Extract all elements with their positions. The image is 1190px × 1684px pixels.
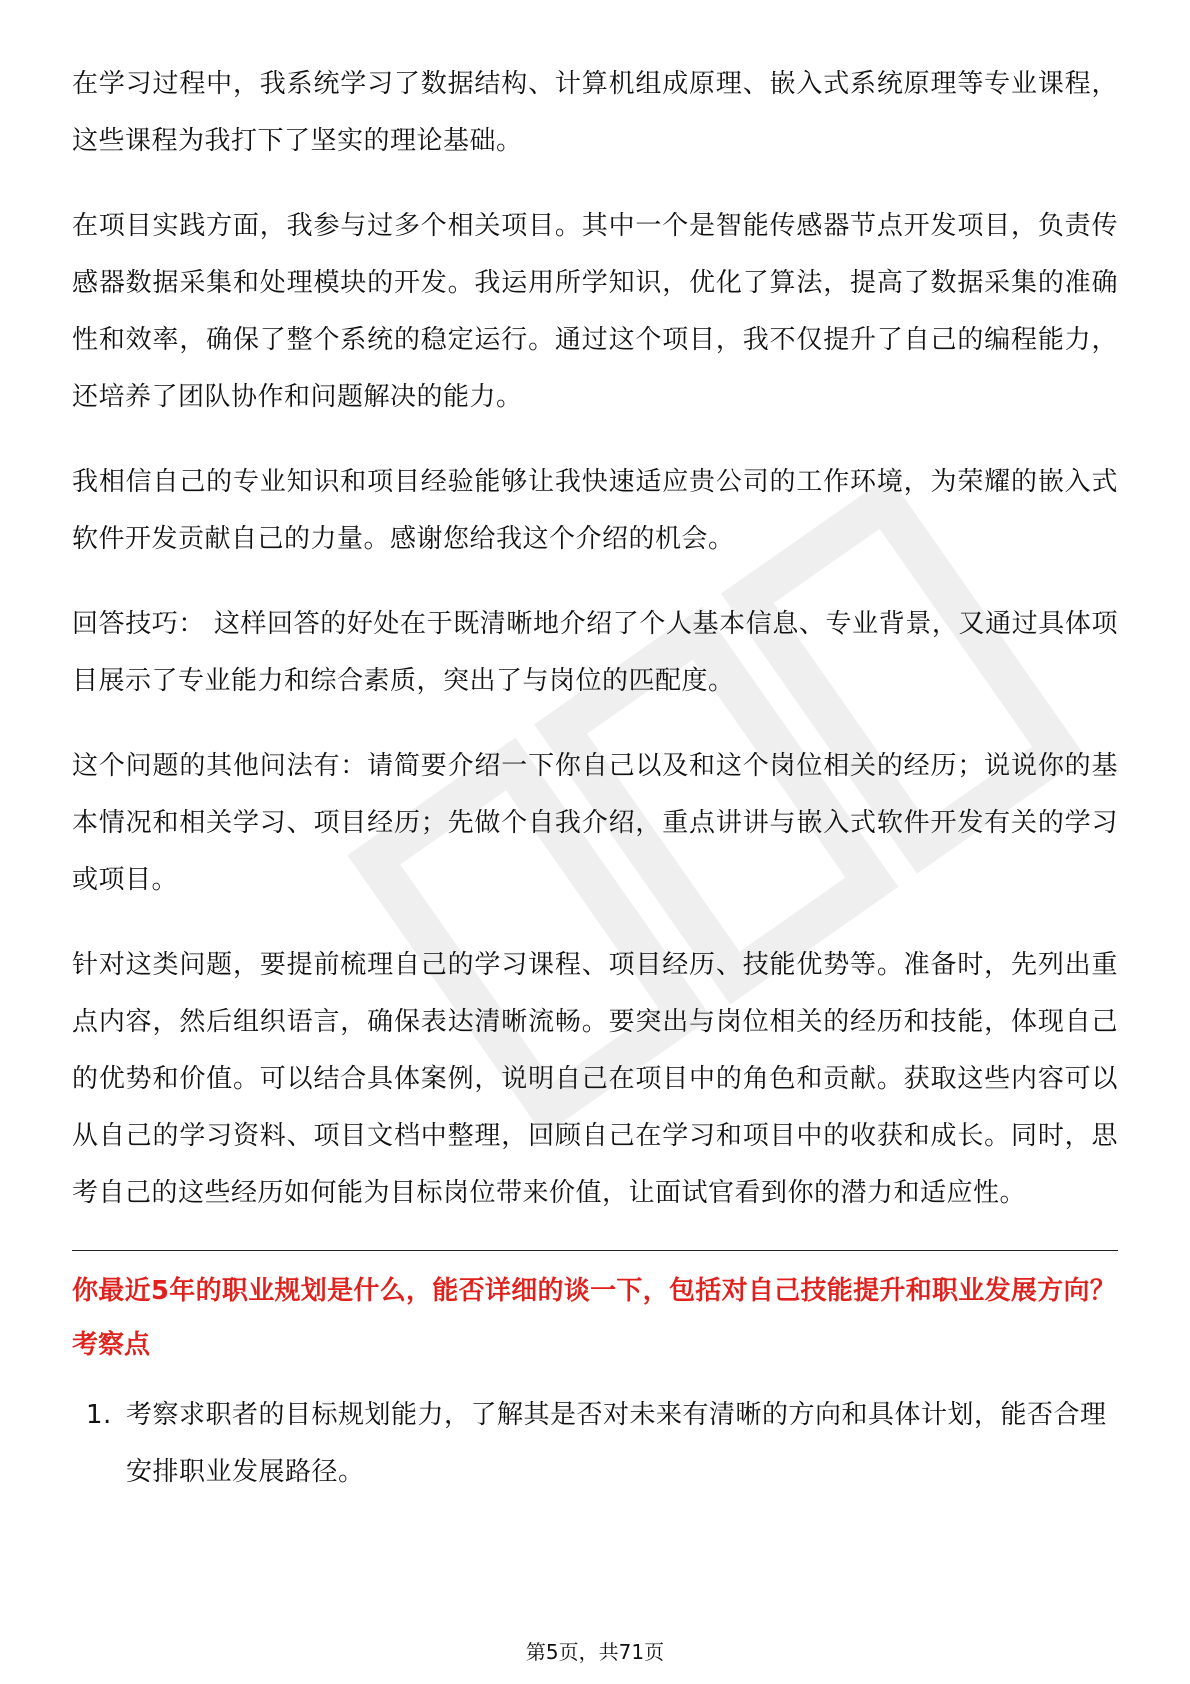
evaluation-points-label: 考察点	[72, 1330, 151, 1360]
list-item	[72, 1387, 1118, 1501]
paragraph-preparation-advice: 针对这类问题，要提前梳理自己的学习课程、项目经历、技能优势等。准备时，先列出重点内容，然后组织语言，确保表达清晰流畅。要突出与岗位相关的经历和技能，体现自己的优势和价值。可以结合具体案例，说明自己在项目中的角色和贡献。获取这些内容可以从自己的学习资料、项目文档中整理，回顾自己在学习和项目中的收获和成长。同时，思考自己的这些经历如何能为目标岗位带来价值，让面试官看到你的潜力和适应性。	[72, 950, 1118, 1208]
paragraph-study: 在学习过程中，我系统学习了数据结构、计算机组成原理、嵌入式系统原理等专业课程，这些课程为我打下了坚实的理论基础。	[72, 69, 1118, 156]
paragraph-project: 在项目实践方面，我参与过多个相关项目。其中一个是智能传感器节点开发项目，负责传感器数据采集和处理模块的开发。我运用所学知识，优化了算法，提高了数据采集的准确性和效率，确保了整个系统的稳定运行。通过这个项目，我不仅提升了自己的编程能力，还培养了团队协作和问题解决的能力。	[72, 211, 1118, 412]
paragraph-closing: 我相信自己的专业知识和项目经验能够让我快速适应贵公司的工作环境，为荣耀的嵌入式软件开发贡献自己的力量。感谢您给我这个介绍的机会。	[72, 467, 1118, 554]
section-divider	[72, 1250, 1118, 1251]
question-heading: 你最近5年的职业规划是什么，能否详细的谈一下，包括对自己技能提升和职业发展方向？	[72, 1276, 1117, 1306]
list-item-number: 1.	[86, 1400, 112, 1430]
page-footer: 第5页，共71页	[525, 1640, 665, 1664]
list-item-text: 考察求职者的目标规划能力，了解其是否对未来有清晰的方向和具体计划，能否合理安排职业发展路径。	[126, 1400, 1107, 1487]
paragraph-answer-tips: 回答技巧： 这样回答的好处在于既清晰地介绍了个人基本信息、专业背景，又通过具体项目展示了专业能力和综合素质，突出了与岗位的匹配度。	[72, 609, 1118, 696]
evaluation-points-list	[72, 1387, 1118, 1501]
main-content	[72, 56, 1118, 1501]
paragraph-other-phrasings: 这个问题的其他问法有：请简要介绍一下你自己以及和这个岗位相关的经历；说说你的基本情况和相关学习、项目经历；先做个自我介绍，重点讲讲与嵌入式软件开发有关的学习或项目。	[72, 751, 1118, 895]
